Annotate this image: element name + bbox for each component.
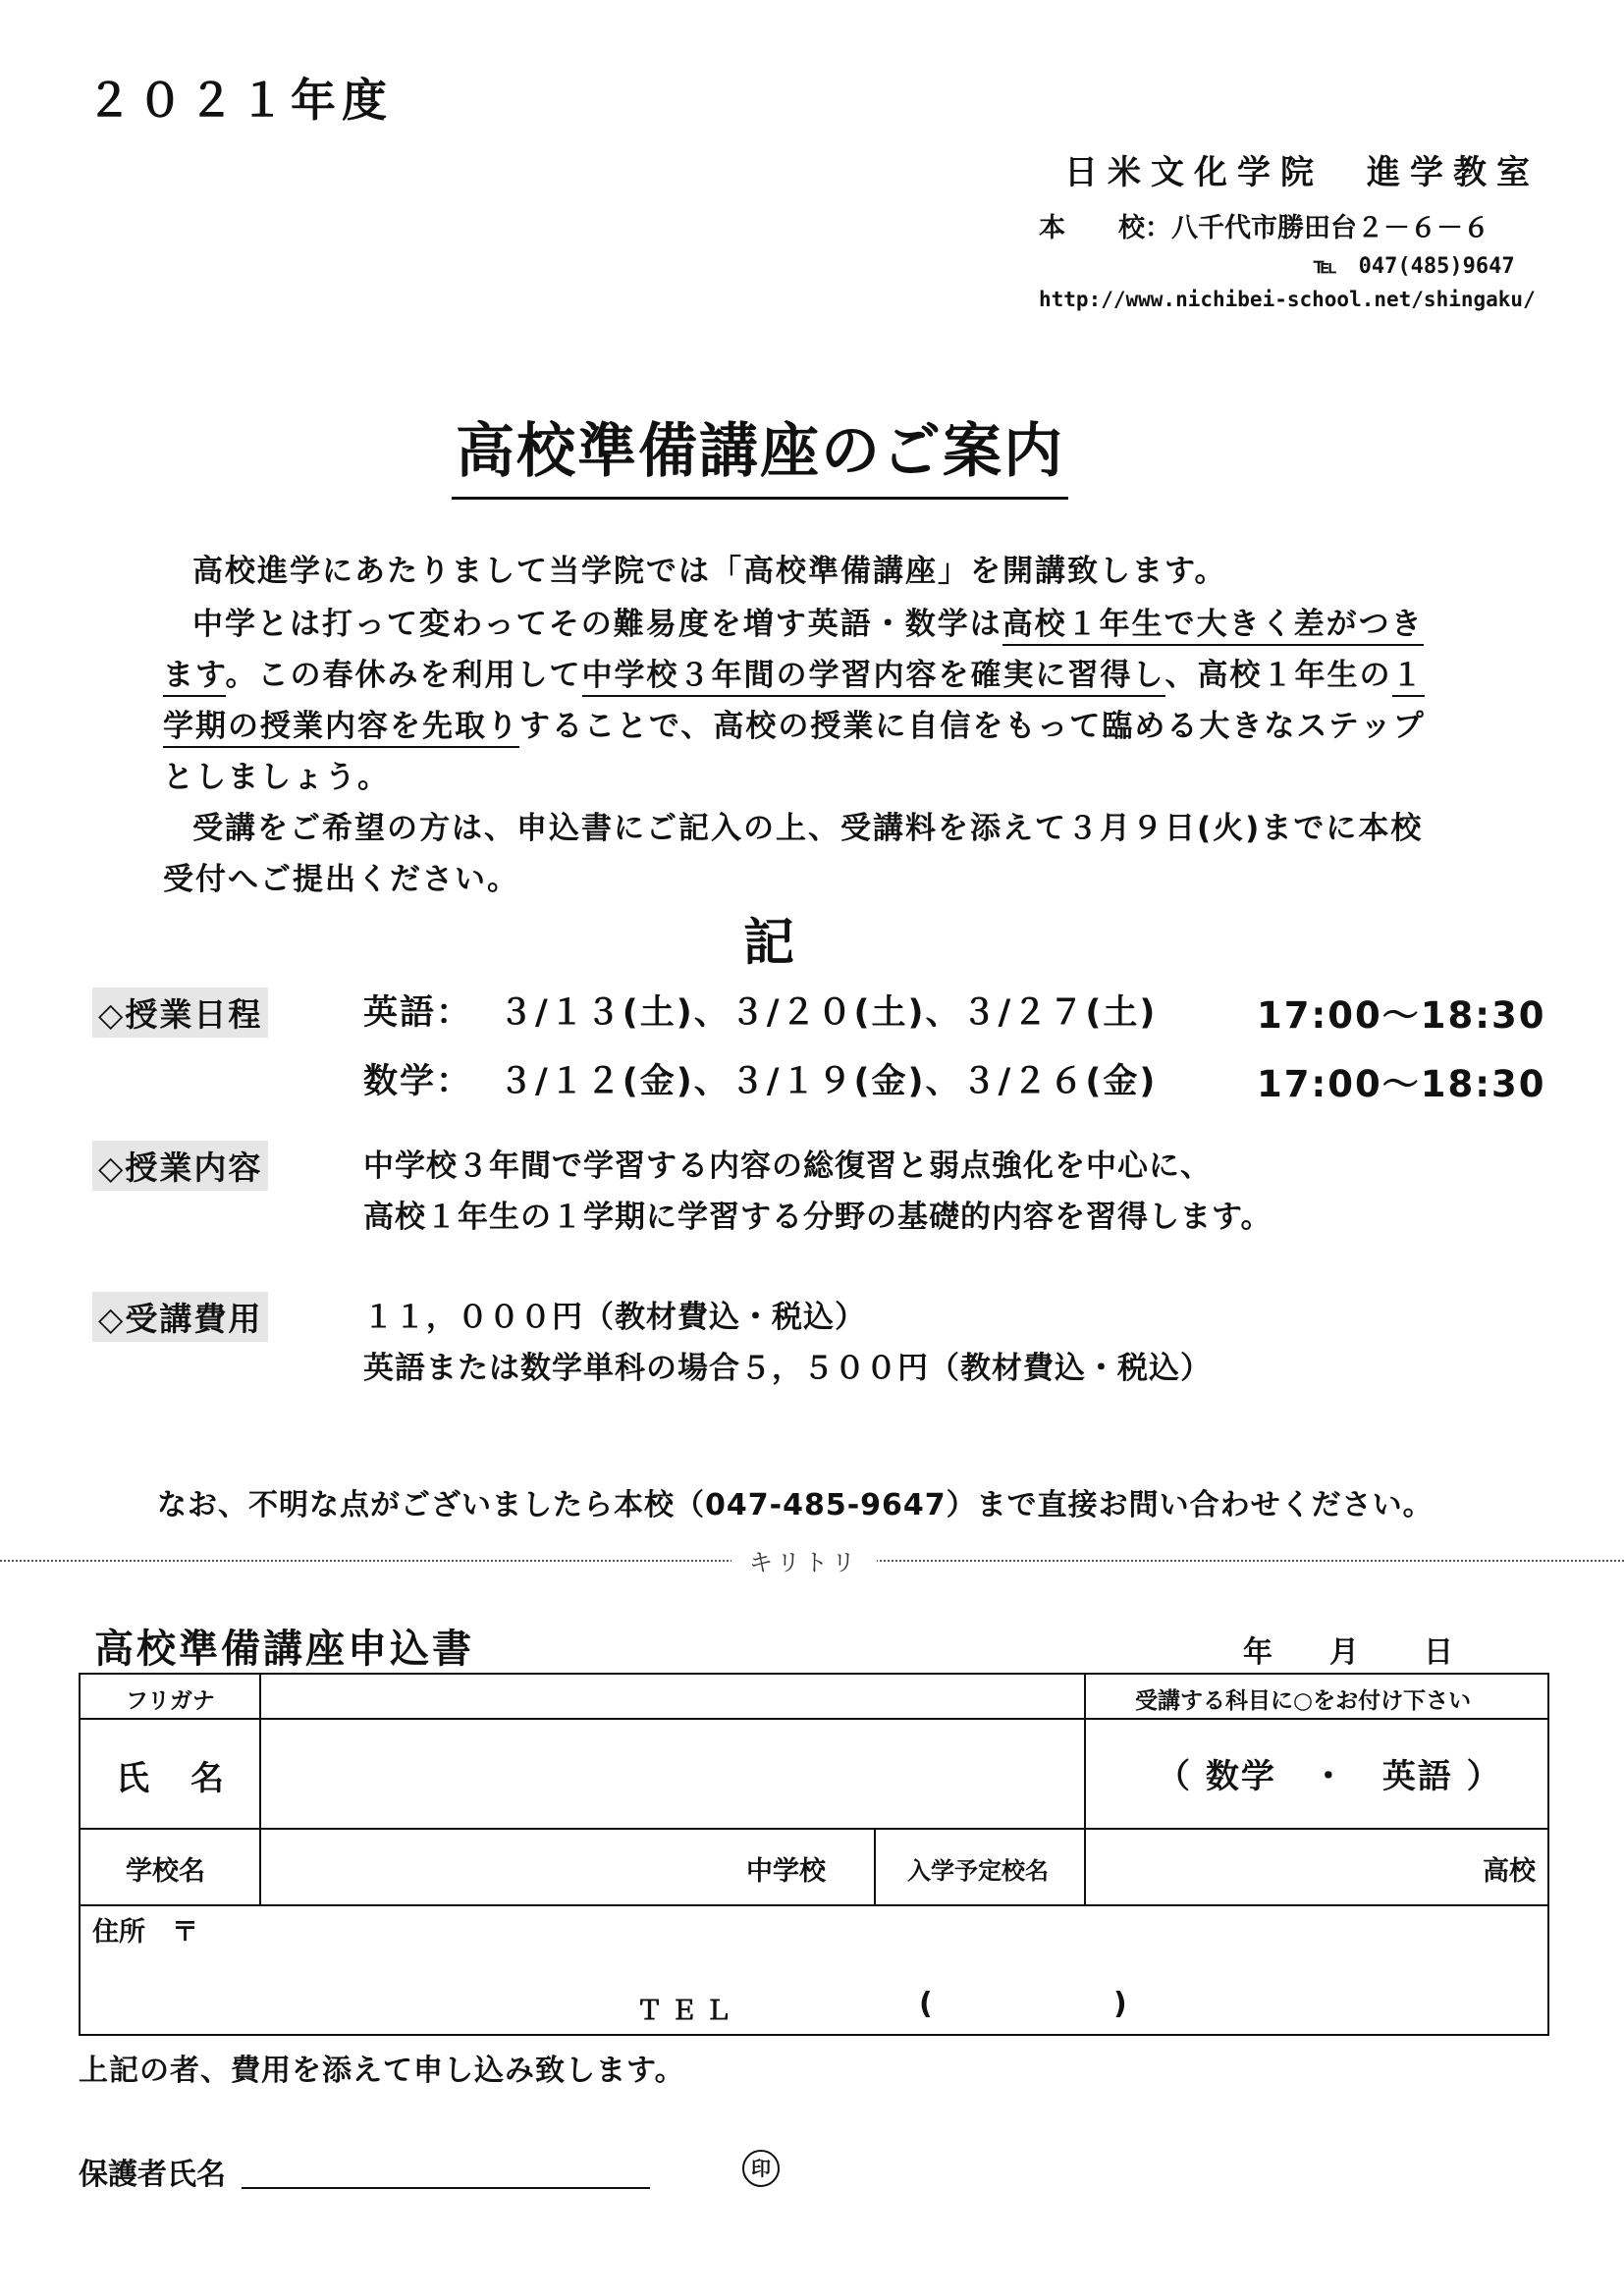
application-form: [79, 1673, 1549, 2036]
english-subject: 英語：: [363, 993, 473, 1033]
content-line-2: 高校１年生の１学期に学習する分野の基礎的内容を習得します。: [363, 1200, 1272, 1235]
form-title: 高校準備講座申込書: [94, 1627, 474, 1672]
intro-underlined-text: 中学校３年間の学習内容を確実に習得し: [582, 658, 1165, 697]
school-address: 本 校：八千代市勝田台２－６－６: [1039, 213, 1489, 243]
address-field[interactable]: [218, 1908, 1534, 1967]
form-divider: [874, 1828, 876, 1904]
intro-underlined-text: ます: [163, 658, 226, 697]
seal-icon: 印: [742, 2150, 780, 2187]
cut-label: キリトリ: [731, 1543, 877, 1577]
page-title: 高校準備講座のご案内: [452, 404, 1068, 500]
planned-school-label: 入学予定校名: [907, 1857, 1049, 1885]
subject-choice[interactable]: （ 数学 ・ 英語 ）: [1157, 1757, 1502, 1796]
school-url[interactable]: http://www.nichibei-school.net/shingaku/: [1039, 288, 1536, 311]
name-label: 氏 名: [116, 1759, 228, 1798]
math-time: 17:00～18:30: [1257, 1063, 1546, 1105]
date-row: [1243, 1628, 1453, 1671]
tel-label: ＴＥＬ: [636, 1996, 739, 2026]
intro-line-6: 受講をご希望の方は、申込書にご記入の上、受講料を添えて３月９日(火)までに本校: [192, 811, 1424, 846]
furigana-field[interactable]: [261, 1675, 1084, 1718]
intro-text: 、高校１年生の: [1164, 658, 1392, 693]
intro-text: 。この春休みを利用して: [225, 658, 582, 693]
english-time: 17:00～18:30: [1257, 994, 1546, 1037]
intro-underlined-text: １: [1392, 658, 1425, 697]
month-label: 月: [1329, 1635, 1359, 1670]
year-heading: ２０２１年度: [86, 74, 393, 127]
guardian-signature-field[interactable]: [242, 2187, 650, 2189]
school-label: 学校名: [126, 1856, 205, 1887]
name-field[interactable]: [261, 1720, 1084, 1828]
schedule-label: ◇授業日程: [92, 988, 268, 1038]
math-dates: ３/１２(金)、３/１９(金)、３/２６(金): [499, 1062, 1158, 1101]
address-label: 住所 〒: [92, 1917, 198, 1948]
agreement-text: 上記の者、費用を添えて申し込み致します。: [79, 2054, 685, 2088]
furigana-label: フリガナ: [126, 1688, 215, 1714]
intro-line-7: 受付へご提出ください。: [163, 862, 519, 897]
intro-line-3: [163, 650, 1425, 694]
contact-note: なお、不明な点がございましたら本校（047-485-9647）まで直接お問い合わせください。: [157, 1488, 1434, 1522]
content-line-1: 中学校３年間で学習する内容の総復習と弱点強化を中心に、: [363, 1148, 1212, 1184]
intro-line-1: [192, 546, 1227, 590]
ki-heading: 記: [743, 914, 795, 973]
intro-text: 中学とは打って変わってその難易度を増す英語・数学は: [192, 607, 1002, 642]
intro-line-5: としましょう。: [163, 760, 390, 795]
tel-field[interactable]: [945, 1979, 1102, 2024]
year-label: 年: [1243, 1635, 1272, 1670]
school-tel: ℡ 047(485)9647: [1314, 254, 1515, 279]
tel-open-paren: (: [919, 1987, 933, 2021]
math-subject: 数学：: [363, 1062, 473, 1101]
fee-line-2: 英語または数学単科の場合５，５００円（教材費込・税込）: [363, 1351, 1212, 1386]
day-label: 日: [1424, 1635, 1453, 1670]
english-dates: ３/１３(土)、３/２０(土)、３/２７(土): [499, 993, 1158, 1033]
fee-label: ◇受講費用: [92, 1292, 268, 1342]
intro-line-2: [192, 599, 1424, 643]
form-divider: [81, 1904, 1547, 1906]
junior-high-suffix: 中学校: [746, 1856, 826, 1887]
content-label: ◇授業内容: [92, 1141, 268, 1191]
intro-line-4: [163, 701, 1426, 745]
tel-close-paren: ): [1113, 1987, 1127, 2021]
intro-underlined-text: 高校１年生で大きく差がつき: [1002, 607, 1424, 646]
planned-school-field[interactable]: [1086, 1830, 1489, 1904]
high-school-suffix: 高校: [1483, 1856, 1536, 1887]
school-name: 日米文化学院 進学教室: [1064, 153, 1540, 192]
fee-line-1: １１，０００円（教材費込・税込）: [363, 1300, 866, 1335]
intro-text: することで、高校の授業に自信をもって臨める大きなステップ: [519, 709, 1426, 744]
intro-text: 高校進学にあたりまして当学院では「高校準備講座」を開講致します。: [192, 554, 1227, 589]
guardian-label: 保護者氏名: [79, 2158, 226, 2192]
intro-underlined-text: 学期の授業内容を先取り: [163, 709, 519, 748]
subject-instruction: 受講する科目に○をお付け下さい: [1135, 1688, 1472, 1714]
